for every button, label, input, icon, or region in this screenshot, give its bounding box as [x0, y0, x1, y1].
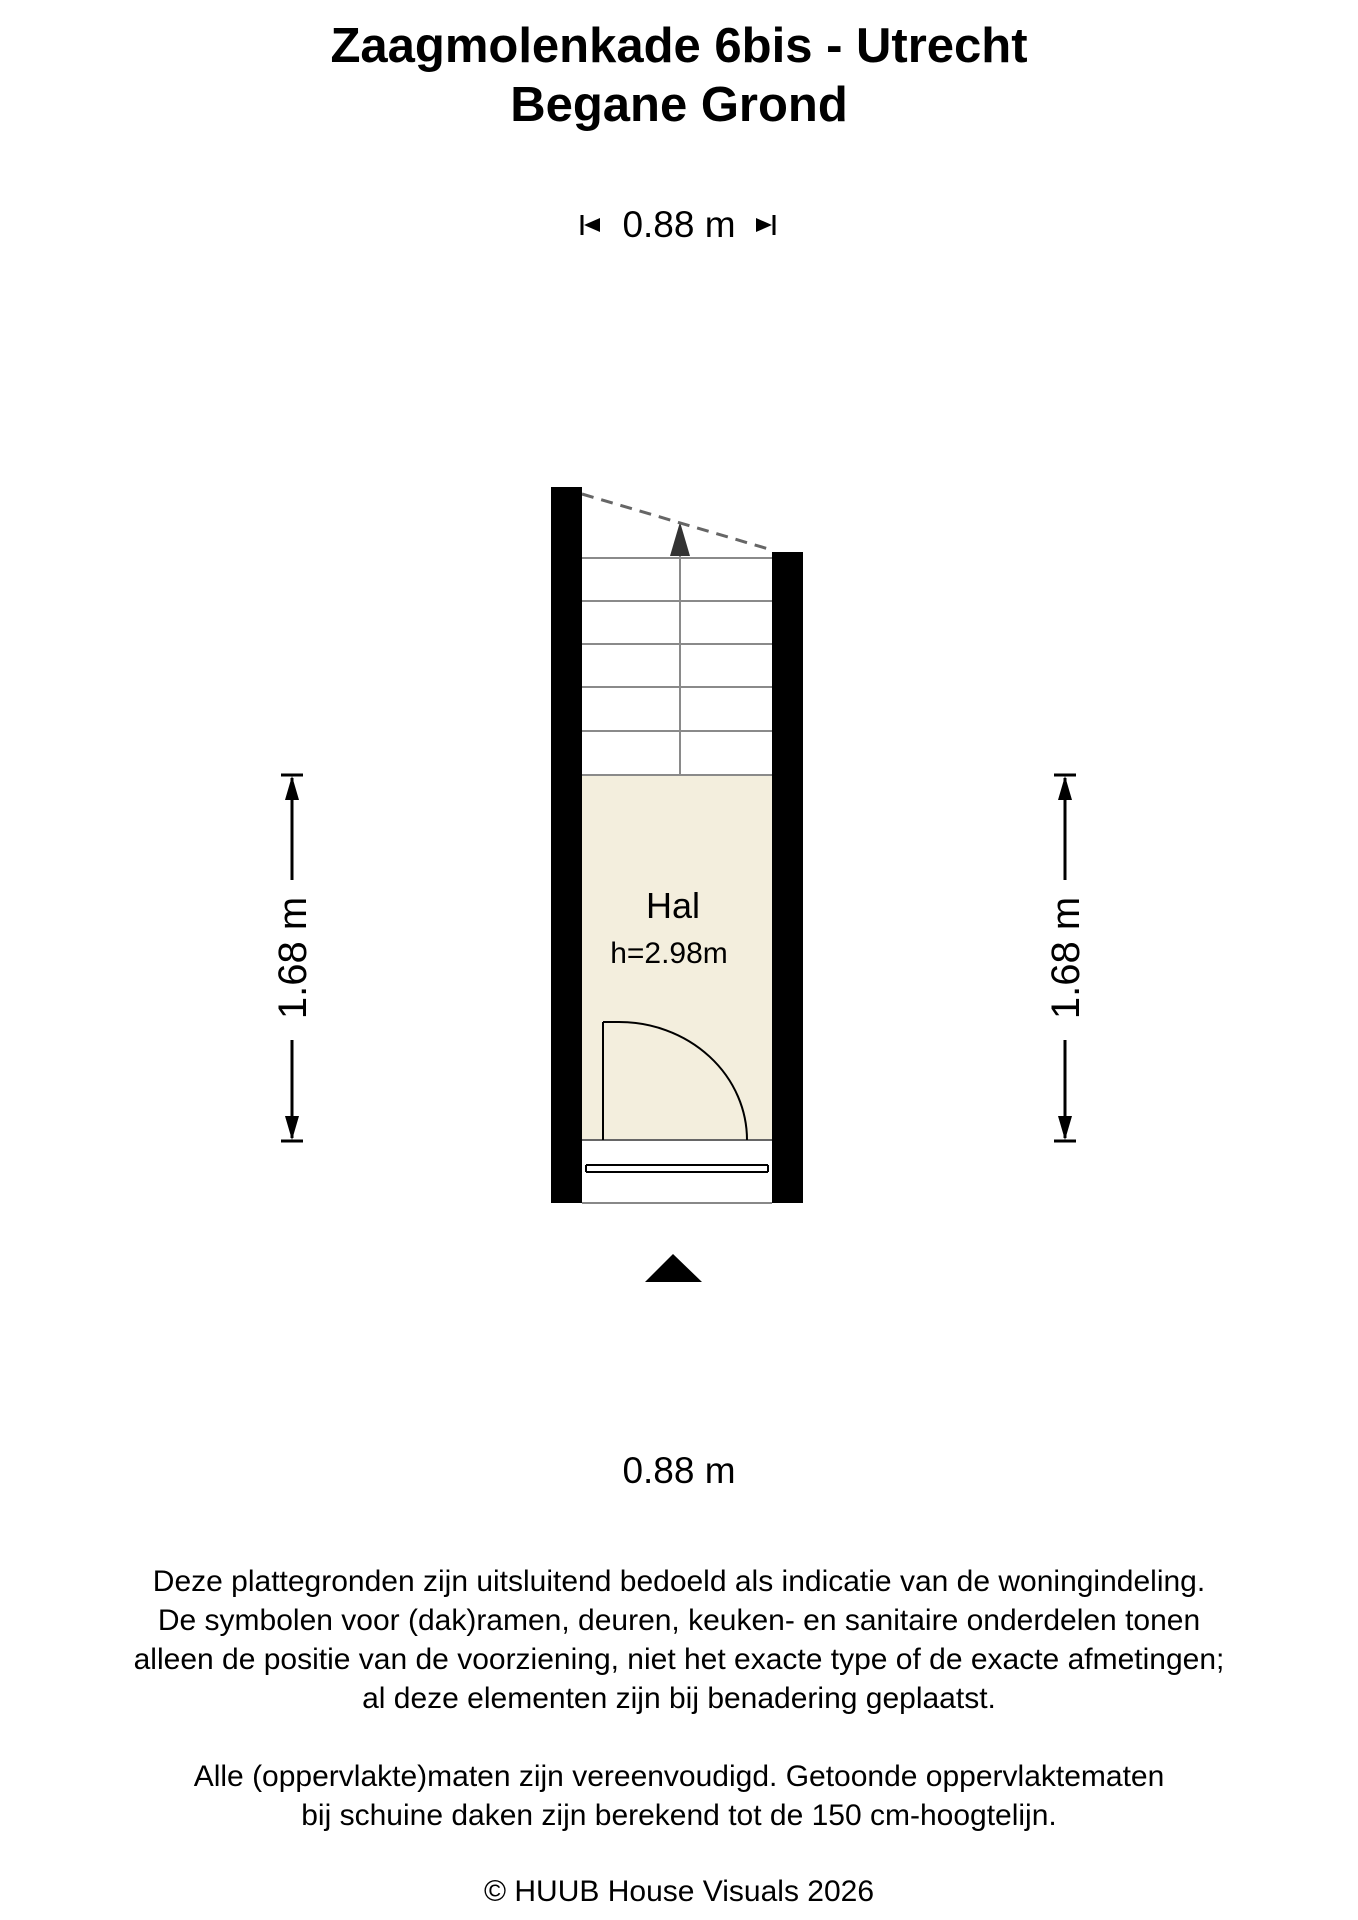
stair-direction-arrow-icon — [670, 522, 690, 556]
entrance-arrow-icon — [645, 1254, 702, 1282]
disclaimer-line-2: De symbolen voor (dak)ramen, deuren, keuken- en sanitaire onderdelen tonen — [157, 1604, 1201, 1637]
disclaimer-line-4: al deze elementen zijn bij benadering geplaatst. — [362, 1682, 996, 1715]
staircase — [582, 555, 772, 775]
dimension-right-length — [1044, 775, 1088, 1141]
room-height: h=2.98m — [610, 937, 728, 970]
wall-right — [772, 552, 803, 1203]
entrance-threshold — [582, 1140, 772, 1203]
room-name: Hal — [645, 885, 701, 926]
disclaimer-line-1: Deze plattegronden zijn uitsluitend bedoeld als indicatie van de woningindeling. — [152, 1565, 1206, 1598]
dimension-top-width — [582, 204, 774, 245]
dimension-left-length — [271, 775, 315, 1141]
dimension-right-length-label: 1.68 m — [1044, 896, 1088, 1020]
disclaimer-line-6: bij schuine daken zijn berekend tot de 150 cm-hoogtelijn. — [301, 1799, 1057, 1832]
plan-title-floor: Begane Grond — [510, 78, 848, 132]
dimension-left-length-label: 1.68 m — [271, 896, 315, 1020]
dimension-bottom-width-label: 0.88 m — [622, 1450, 736, 1491]
plan-title-address: Zaagmolenkade 6bis - Utrecht — [330, 19, 1028, 73]
dimension-top-width-label: 0.88 m — [622, 204, 736, 245]
disclaimer-line-5: Alle (oppervlakte)maten zijn vereenvoudigd. Getoonde oppervlaktematen — [193, 1760, 1165, 1793]
copyright: © HUUB House Visuals 2026 — [483, 1875, 875, 1908]
disclaimer-line-3: alleen de positie van de voorziening, niet het exacte type of de exacte afmetingen; — [133, 1643, 1225, 1676]
wall-left — [551, 487, 582, 1203]
